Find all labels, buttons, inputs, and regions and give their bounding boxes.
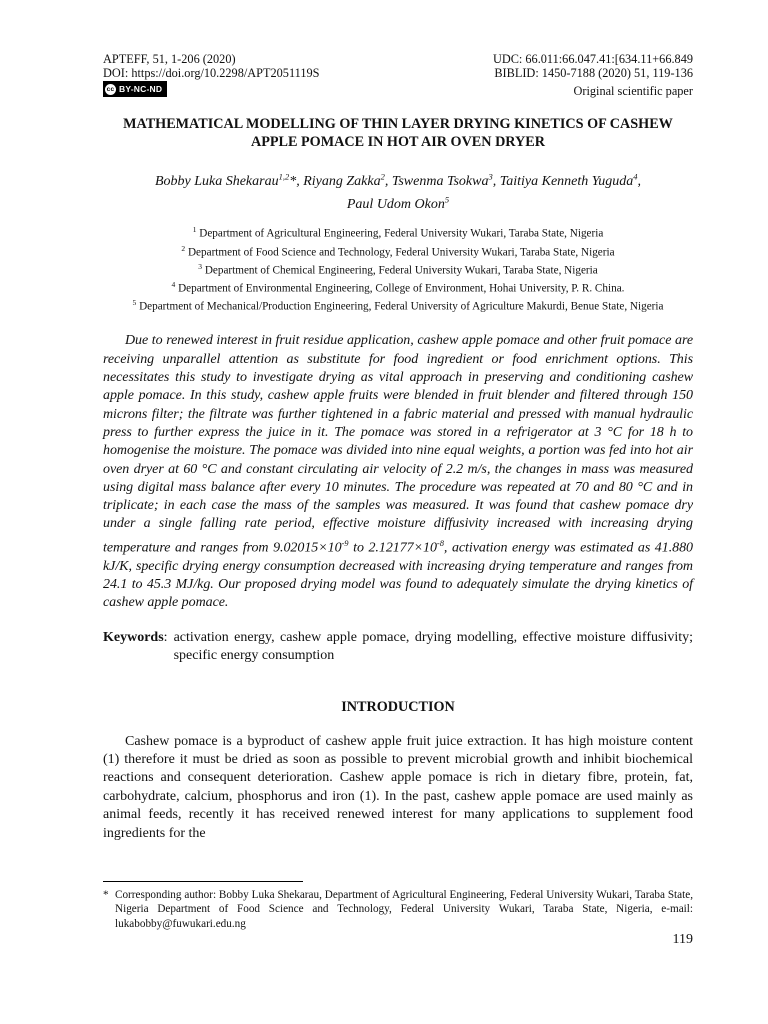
introduction-paragraph: Cashew pomace is a byproduct of cashew apple fruit juice extraction. It has high moisture content (1) therefore it must be dried as soon as possible to prevent microbial growth and inhibit biochemical reactions and consequent deterioration. Cashew apple pomace is rich in dietary fibre, protein, fat, carbohydrate, calcium, phosphorus and iron (1). In the past, cashew apple pomace are used mainly as animal feeds, recently it has received renewed interest for many applications to supplement food ingredients for the: [103, 733, 693, 841]
keywords: [103, 629, 693, 665]
author-5: Paul Udom Okon$^5$: [346, 194, 450, 213]
header-row-2: [103, 66, 693, 80]
journal-citation: APTEFF, 51, 1-206 (2020): [103, 52, 236, 66]
page-number: 119: [672, 932, 693, 947]
author-1: Bobby Luka Shekarau$^{1,2}$*,: [154, 171, 304, 189]
paper-type: Original scientific paper: [573, 84, 693, 98]
license-text: BY-NC-ND: [119, 84, 163, 94]
author-3: Tswenma Tsokwa$^3$,: [391, 171, 500, 189]
header-row-3: [103, 81, 693, 99]
header-row-1: [103, 52, 693, 66]
footnote-text: Corresponding author: Bobby Luka Shekarau, Department of Agricultural Engineering, Federal University Wukari, Taraba State, Nigeria Department of Food Science and Technology, Federal University Wukari, Taraba State, Nigeria, e-mail: lukabobby@fuwukari.edu.ng: [115, 889, 693, 930]
affiliation-4: $^4$ Department of Environmental Engineering, College of Environment, Hohai University, P. R. China.: [171, 280, 625, 295]
article-page: [103, 52, 693, 843]
affiliation-2: $^2$ Department of Food Science and Technology, Federal University Wukari, Taraba State, Nigeria: [181, 243, 615, 259]
doi-link[interactable]: DOI: https://doi.org/10.2298/APT2051119S: [103, 66, 320, 80]
creative-commons-icon: cc: [106, 85, 115, 93]
keywords-text: activation energy, cashew apple pomace, drying modelling, effective moisture diffusivity; specific energy consumption: [173, 629, 693, 663]
author-4: Taitiya Kenneth Yuguda$^4$,: [499, 171, 642, 189]
corresponding-author-footnote: [103, 888, 693, 931]
affiliation-5: $^5$ Department of Mechanical/Production Engineering, Federal University of Agriculture Makurdi, Benue State, Nigeria: [132, 298, 664, 313]
keywords-colon: :: [163, 629, 168, 645]
footnote-mark: *: [103, 889, 109, 901]
article-title: MATHEMATICAL MODELLING OF THIN LAYER DRYING KINETICS OF CASHEW APPLE POMACE IN HOT AIR OVEN DRYER: [123, 116, 673, 150]
cc-license-badge[interactable]: [103, 81, 167, 97]
author-2: Riyang Zakka$^2$,: [303, 171, 392, 189]
abstract: Due to renewed interest in fruit residue application, cashew apple pomace and other fruit pomace are receiving unparallel attention as substitute for food ingredient or food enrichment options. This necessitates this study to investigate drying as vital approach in preserving and conditioning cashew apple pomace. In this study, cashew apple fruits were blended in fruit blender and filtered through 150 microns filter; the filtrate was further tightened in a fabric material and pressed with manual hydraulic press to further express the juice in it. The pomace was stored in a refrigerator at 3 °C for 18 h to homogenise the moisture. The pomace was divided into nine equal weights, a portion was fed into hot air oven dryer at 60 °C and constant circulating air velocity of 2.2 m/s, the changes in mass was measured using digital mass balance after every 10 minutes. The procedure was repeated at 70 and 80 °C and in triplicate; in each case the mass of the samples was measured. It was found that cashew pomace dry under a single falling rate period, effective moisture diffusivity increased with increasing drying temperature and ranges from $9.02015\times 10^{-9}$ to $2.12177\times 10^{-8}$, activation energy was estimated as 41.880 kJ/K, specific drying energy consumption decreased with increasing drying temperature and ranges from 24.1 to 45.3 MJ/kg. Our proposed drying model was found to adequately simulate the drying kinetics of cashew apple pomace.: [103, 333, 693, 611]
author-list: [103, 167, 693, 214]
affiliation-3: $^3$ Department of Chemical Engineering, Federal University Wukari, Taraba State, Nigeria: [198, 261, 598, 277]
section-heading-introduction: INTRODUCTION: [341, 698, 455, 715]
affiliation-1: $^1$ Department of Agricultural Engineering, Federal University Wukari, Taraba State, Nigeria: [192, 225, 604, 241]
affiliation-list: [103, 223, 693, 314]
udc-code: UDC: 66.011:66.047.41:[634.11+66.849: [492, 52, 693, 66]
footnote-divider: [103, 881, 303, 882]
biblid-code: BIBLID: 1450-7188 (2020) 51, 119-136: [494, 66, 693, 80]
keywords-label: Keywords: [103, 629, 164, 645]
